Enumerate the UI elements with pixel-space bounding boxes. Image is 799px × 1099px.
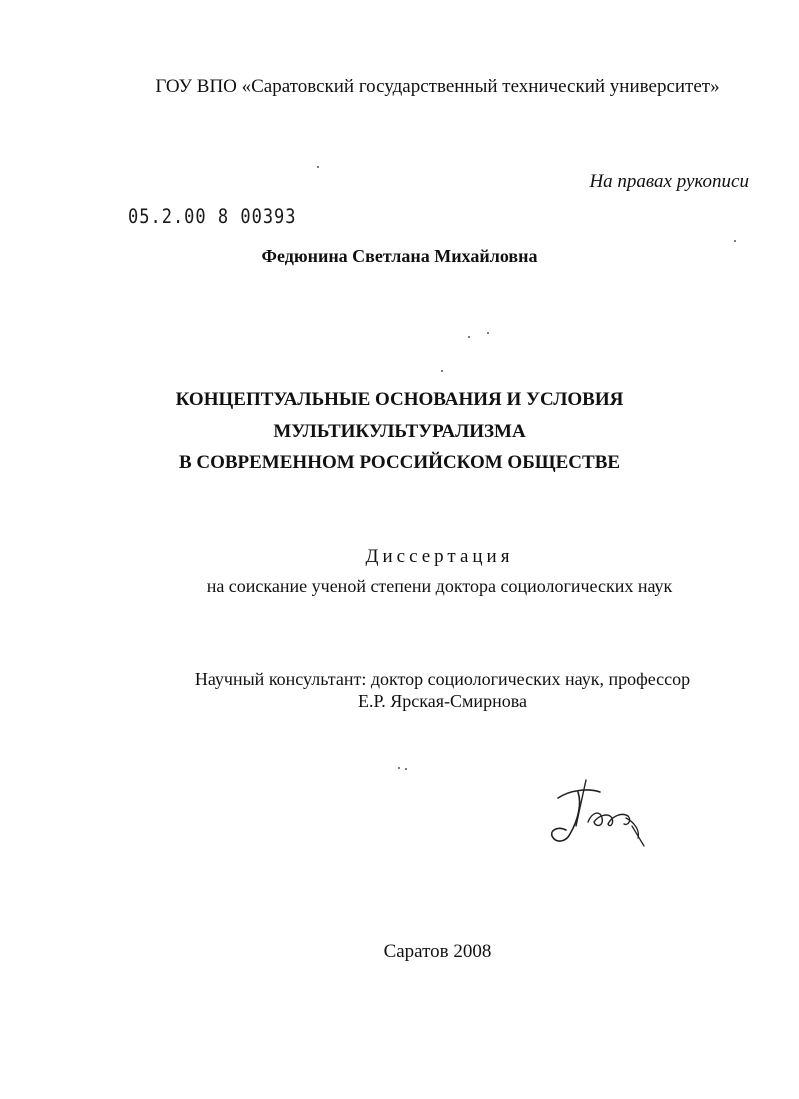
- scan-speck: [734, 240, 736, 242]
- scan-speck: [468, 336, 470, 338]
- rights-note: На правах рукописи: [589, 171, 749, 192]
- degree-line: на соискание ученой степени доктора социологических наук: [206, 576, 673, 596]
- scan-speck: [398, 767, 400, 769]
- title-line-2: МУЛЬТИКУЛЬТУРАЛИЗМА: [273, 421, 526, 442]
- author-name: Федюнина Светлана Михайловна: [261, 246, 538, 266]
- consultant-line: Научный консультант: доктор социологических наук, профессор: [194, 669, 691, 689]
- title-line-3: В СОВРЕМЕННОМ РОССИЙСКОМ ОБЩЕСТВЕ: [178, 452, 621, 473]
- institution-name: ГОУ ВПО «Саратовский государственный технический университет»: [155, 76, 720, 97]
- work-genre: Диссертация: [365, 546, 514, 567]
- scan-speck: [487, 332, 489, 334]
- city-year: Саратов 2008: [383, 941, 492, 962]
- signature-icon: [548, 776, 658, 852]
- catalog-stamp: 05.2.00 8 00393: [128, 205, 297, 229]
- consultant-name: Е.Р. Ярская-Смирнова: [358, 691, 527, 711]
- scan-speck: [405, 768, 407, 770]
- scan-speck: [317, 166, 319, 168]
- scan-speck: [441, 370, 443, 372]
- title-line-1: КОНЦЕПТУАЛЬНЫЕ ОСНОВАНИЯ И УСЛОВИЯ: [175, 389, 624, 410]
